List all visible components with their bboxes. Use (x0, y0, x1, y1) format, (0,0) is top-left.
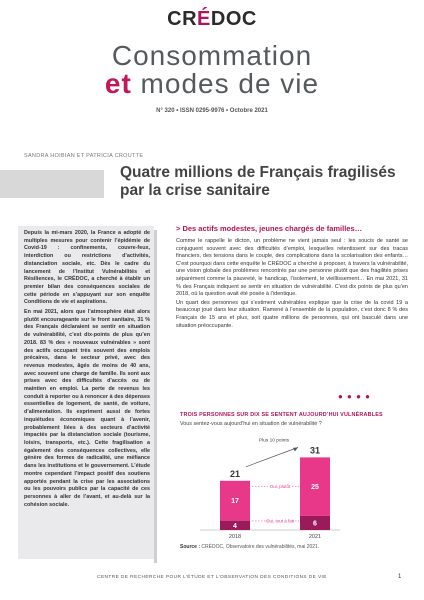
annotation-label: Plus 10 points (258, 438, 290, 444)
annotation-arrow-line (246, 447, 298, 466)
title-accent-word: et (104, 68, 132, 99)
publication-title-line2 (0, 68, 424, 100)
source-label: Source : (180, 544, 201, 550)
headline: Quatre millions de Français fragilisés par la crise sanitaire (120, 164, 396, 199)
sidebar-shadow (154, 230, 157, 563)
publication-title-line1: Consommation (111, 40, 313, 71)
brand-accent: É (197, 8, 211, 30)
brand-logo (0, 8, 424, 31)
page-number: 1 (398, 574, 402, 580)
decor-dots: ● ● ● ● (338, 392, 371, 401)
title-rest: modes de vie (131, 68, 320, 99)
brand-prefix: CR (167, 8, 198, 30)
body-paragraph: Un quart des personnes qui s’estiment vulnérables explique que la crise de la covid 19 a beaucoup joué dans leur situation. Ramené à l’ensemble de la population, c’est donc 8 % des Français de 15 ans et plus, soit quatre millions de personnes, qui ont basculé dans une situation préoccupante. (176, 299, 408, 329)
legend-label: Oui, tout à fait (265, 518, 295, 524)
section-heading: > Des actifs modestes, jeunes chargés de familles… (176, 224, 363, 233)
x-tick-label: 2018 (228, 534, 242, 540)
bar-chart (180, 430, 408, 542)
chart-subtitle: Vous sentez-vous aujourd’hui en situation de vulnérabilité ? (180, 421, 322, 427)
issue-info: N° 320 • ISSN 0295-9976 • Octobre 2021 (156, 108, 268, 114)
chart-title: TROIS PERSONNES SUR DIX SE SENTENT AUJOURD’HUI VULNÉRABLES (180, 412, 383, 418)
x-tick-label: 2021 (308, 534, 322, 540)
summary-paragraph: Depuis la mi-mars 2020, la France a adopté de multiples mesures pour contenir l’épidémie de Covid-19 : confinements, couvre-feux, interdiction ou restrictions d’activités, distanciation sociale, etc. Dès le cadre du lancement de l’Institut Vulnérabilités et Résiliences, le CRÉDOC, a cherché à établir un premier bilan des conséquences sociales de cette période en s’appuyant sur son enquête Conditions de vie et aspirations. (24, 230, 150, 306)
bar-segment-label: 17 (231, 498, 239, 506)
bar-total-label: 21 (229, 468, 241, 479)
authors: SANDRA HOIBIAN ET PATRICIA CROUTTE (24, 153, 144, 159)
chart-source (180, 544, 319, 550)
bar-segment-label: 25 (311, 484, 319, 492)
page-footer: CENTRE DE RECHERCHE POUR L’ÉTUDE ET L’OBSERVATION DES CONDITIONS DE VIE (97, 575, 327, 580)
body-paragraph: Comme le rappelle le dicton, un problème ne vient jamais seul : les soucis de santé se conjuguent souvent avec des difficultés d’emploi, lesquelles retentissent sur des tracas financiers, des tensions dans le couple, des complications dans la scolarisation des enfants… C’est pourquoi dans cette enquête le CRÉDOC a cherché à proposer, à travers la vulnérabilité, une vision globale des problèmes rencontrés par une personne plutôt que des fragilités prises séparément comme la pauvreté, le handicap, l’isolement, le vieillissement… En mai 2021, 31 % des Français indiquent se sentir en situation de vulnérabilité. C’est dix points de plus qu’en 2018, où la question avait été posée à l’identique. (176, 238, 408, 298)
headline-bar (0, 170, 104, 198)
bar-segment-label: 4 (233, 522, 237, 530)
summary-text (24, 230, 150, 511)
summary-paragraph: En mai 2021, alors que l’atmosphère était alors plutôt encourageante sur le front sanitaire, 31 % des Français déclaraient se sentir en situation de vulnérabilité, c’est dix-points de plus qu’en 2018. 83 % des « nouveaux vulnérables » sont des actifs occupant très souvent des emplois précaires, dans le secteur privé, avec des revenus modestes, âgés de moins de 40 ans, avec souvent une charge de famille. Ils sont aux prises avec des difficultés d’accès ou de maintien en emploi. La perte de revenus les conduit à reporter ou à renoncer à des dépenses essentielles de logement, de santé, de voiture, d’alimentation. Ils expriment aussi de fortes inquiétudes économiques quant à l’avenir, probablement liées à des secteurs d’activité impactés par la distanciation sociale (tourisme, loisirs, transports, etc.). Cette fragilisation a également des conséquences collectives, elle génère des formes de radicalité, une méfiance dans les institutions et le gouvernement. L’étude montre cependant l’impact positif des soutiens apportés pendant la crise par les associations ou les pouvoirs publics par la capacité de ces personnes à aller de l’avant, et au-delà sur la cohésion sociale. (24, 309, 150, 508)
brand-suffix: DOC (210, 8, 257, 30)
source-text: CRÉDOC, Observatoire des vulnérabilités, mai 2021. (200, 544, 320, 550)
section-body (176, 238, 408, 331)
bar-segment-label: 6 (313, 520, 317, 528)
legend-label: Oui, plutôt (269, 484, 291, 490)
annotation-arrow-head (293, 447, 298, 451)
bar-total-label: 31 (309, 445, 321, 456)
